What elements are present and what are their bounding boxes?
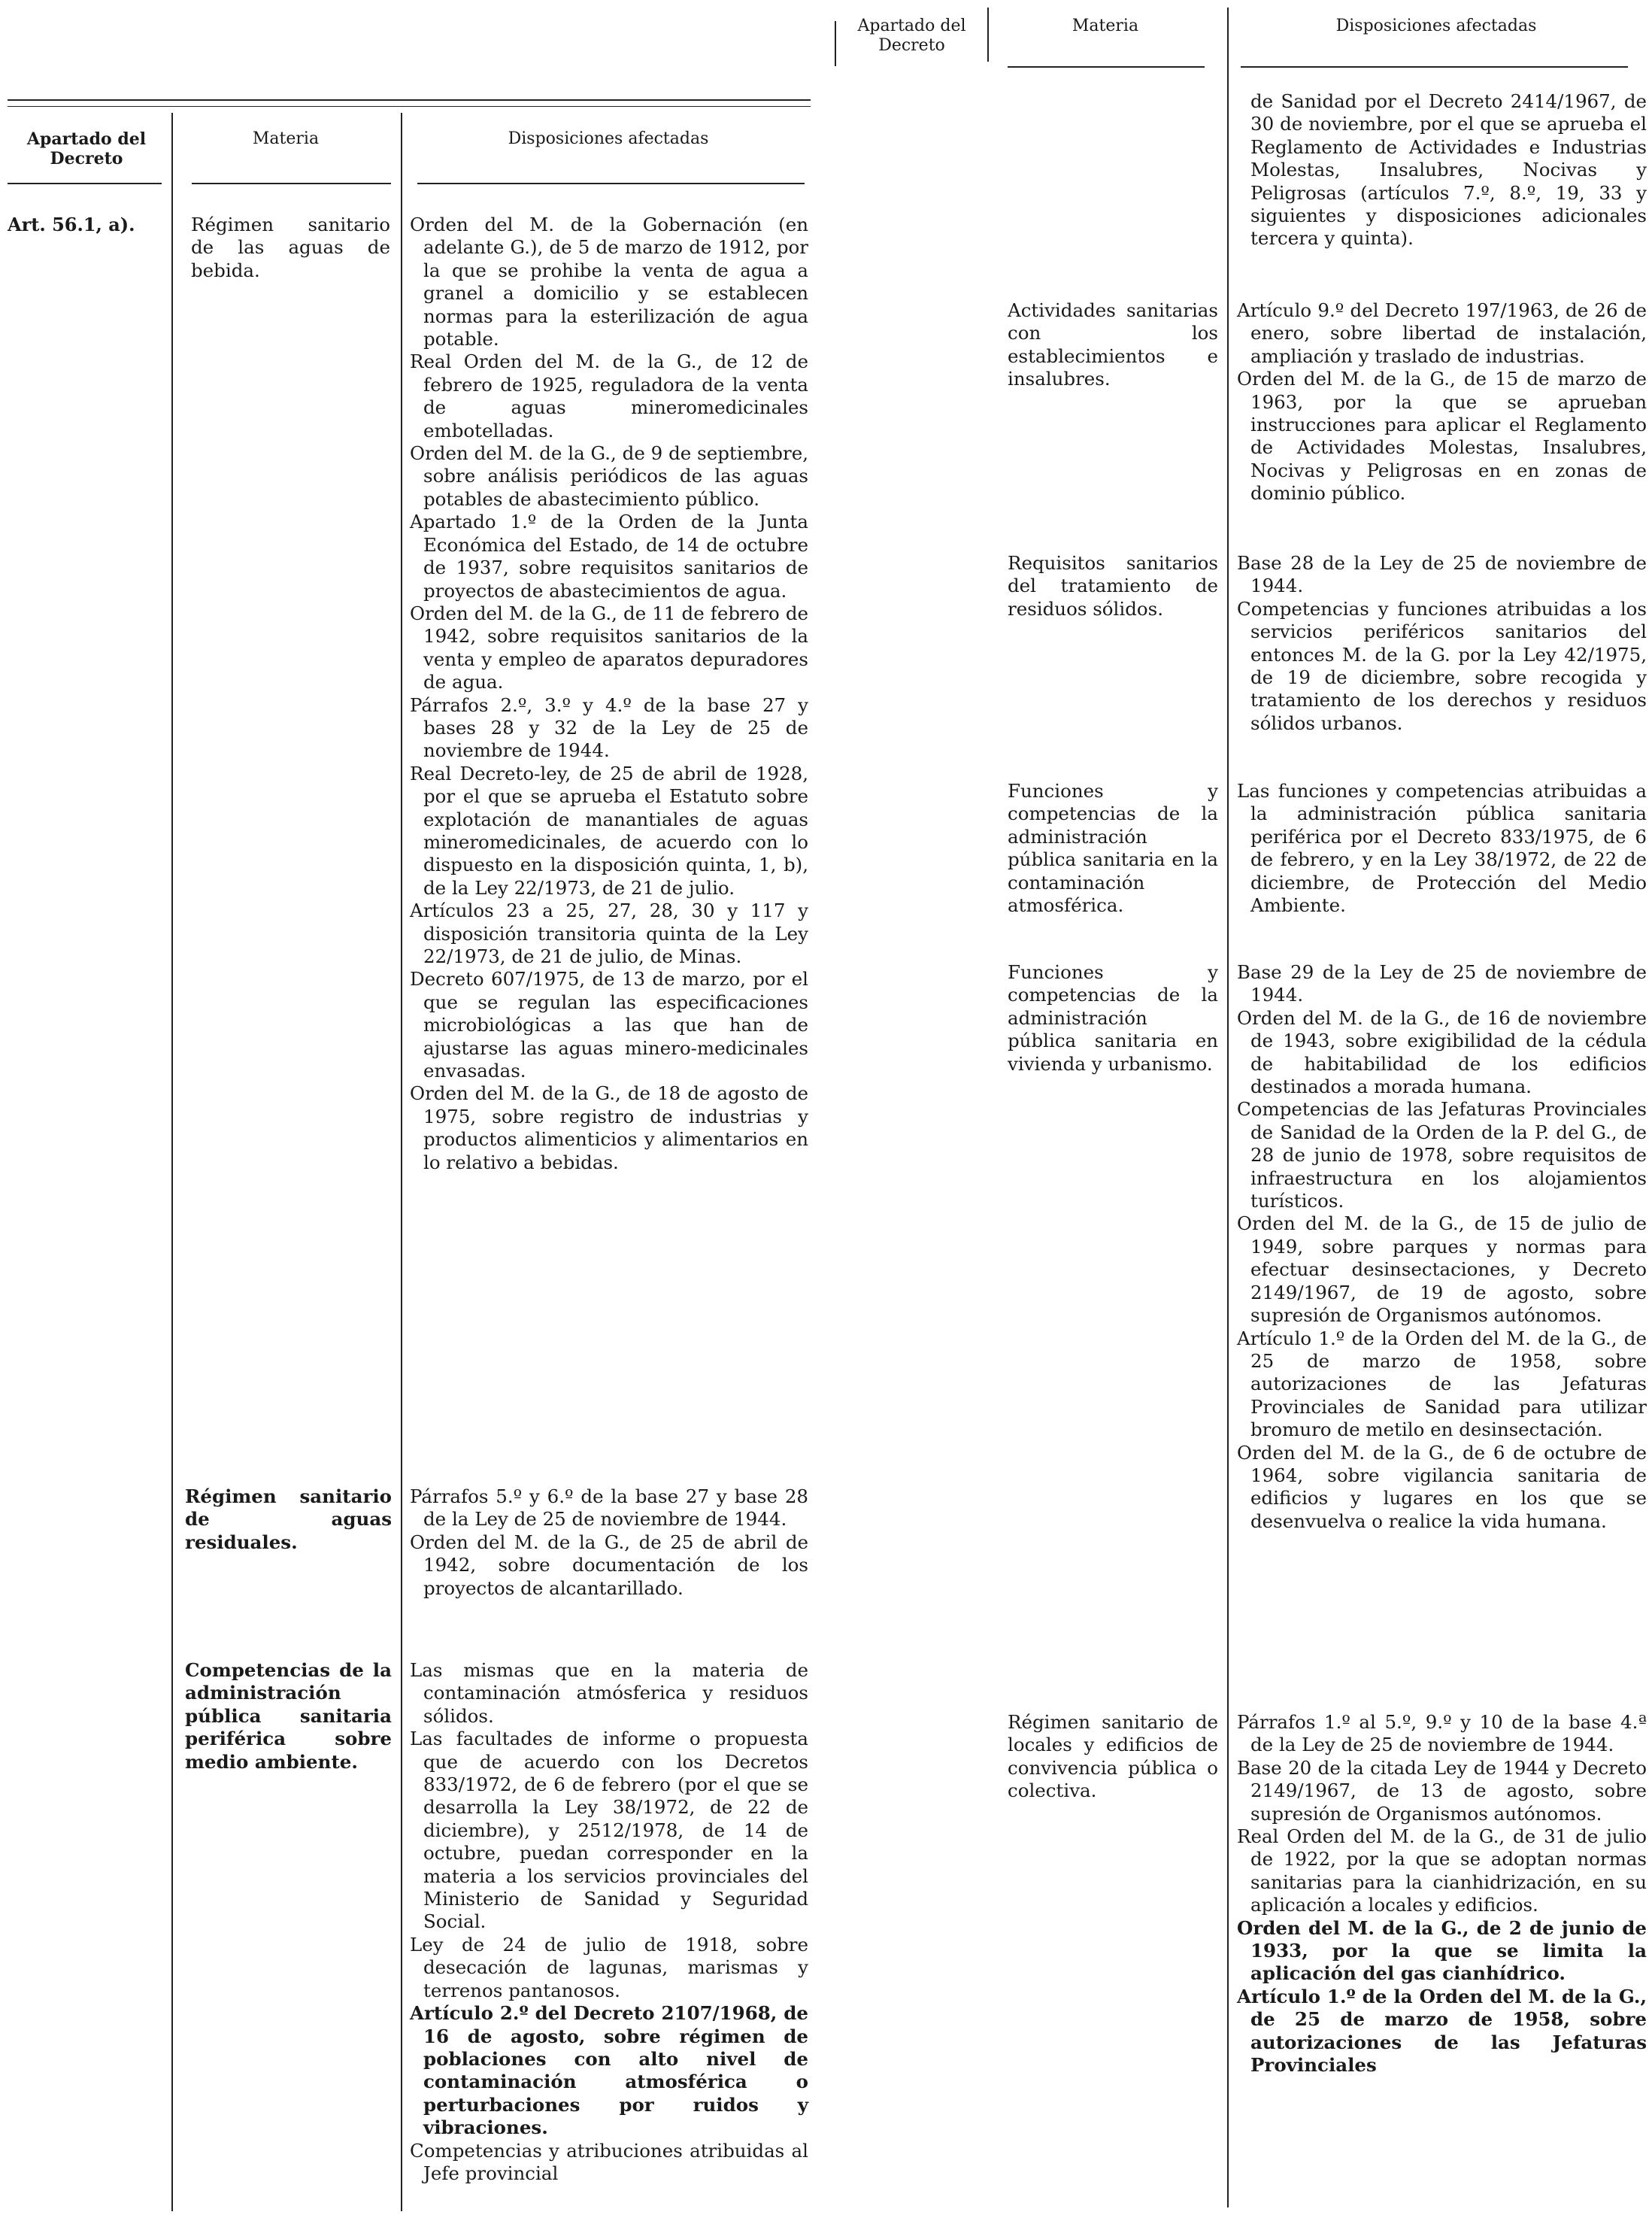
list-item: Artículo 2.º del Decreto 2107/1968, de 16 de agosto, sobre régimen de poblaciones con alto nivel de contaminación atmosférica o perturbaciones por ruidos y vibraciones. bbox=[410, 2002, 808, 2139]
materia-vivienda-urbanismo: Funciones y competencias de la administración pública sanitaria en vivienda y urbanismo. bbox=[1008, 961, 1218, 1075]
list-item: Artículo 1.º de la Orden del M. de la G., de 25 de marzo de 1958, sobre autorizaciones de las Jefaturas Provinciales de Sanidad para utilizar bromuro de metilo en desinsectación. bbox=[1237, 1327, 1647, 1441]
header-divider-1 bbox=[987, 8, 989, 62]
disposiciones-aguas-bebida bbox=[410, 214, 808, 1174]
header-under-rule-1 bbox=[8, 183, 162, 184]
list-item: Las mismas que en la materia de contaminación atmósferica y residuos sólidos. bbox=[410, 1659, 808, 1727]
list-item: Orden del M. de la G., de 6 de octubre de 1964, sobre vigilancia sanitaria de edificios y lugares en los que se desenvuelva o realice la vida humana. bbox=[1237, 1441, 1647, 1532]
article-reference: Art. 56.1, a). bbox=[8, 214, 135, 235]
list-item: Orden del M. de la G., de 15 de marzo de 1963, por la que se aprueban instrucciones para aplicar el Reglamento de Actividades Molestas, Insalubres, Nocivas y Peligrosas en en zonas de dominio público. bbox=[1237, 368, 1647, 505]
disposiciones-aguas-residuales bbox=[410, 1485, 808, 1600]
header-under-rule-3 bbox=[417, 183, 805, 184]
list-item: Las facultades de informe o propuesta que de acuerdo con los Decretos 833/1972, de 6 de febrero (por el que se desarrolla la Ley 38/1972, de 22 de diciembre), y 2512/1978, de 14 de octubre, puedan corresponder en la materia a los servicios provinciales del Ministerio de Sanidad y Seguridad Social. bbox=[410, 1728, 808, 1933]
list-item: Párrafos 5.º y 6.º de la base 27 y base 28 de la Ley de 25 de noviembre de 1944. bbox=[410, 1485, 808, 1531]
list-item: Párrafos 1.º al 5.º, 9.º y 10 de la base 4.ª de la Ley de 25 de noviembre de 1944. bbox=[1237, 1711, 1647, 1756]
column-divider-1 bbox=[171, 113, 173, 2211]
list-item: Orden del M. de la G., de 15 de julio de 1949, sobre parques y normas para efectuar desinsectaciones, y Decreto 2149/1967, de 19 de agosto, sobre supresión de Organismos autónomos. bbox=[1237, 1212, 1647, 1327]
list-item: Competencias y atribuciones atribuidas al Jefe provincial bbox=[410, 2139, 808, 2184]
column-divider-2 bbox=[401, 113, 402, 2211]
header-apartado: Apartado del Decreto bbox=[857, 17, 966, 55]
list-item: Orden del M. de la G., de 18 de agosto de 1975, sobre registro de industrias y productos alimenticios y alimentarios en lo relativo a bebidas. bbox=[410, 1082, 808, 1173]
header-under-rule-2 bbox=[192, 183, 391, 184]
materia-residuos-solidos: Requisitos sanitarios del tratamiento de residuos sólidos. bbox=[1008, 552, 1218, 620]
list-item: Competencias de las Jefaturas Provinciales de Sanidad de la Orden de la P. del G., de 28 de junio de 1978, sobre requisitos de infraestructura en los alojamientos turísticos. bbox=[1237, 1098, 1647, 1212]
disposiciones-competencias-medio-ambiente bbox=[410, 1659, 808, 2185]
disposiciones-vivienda-urbanismo bbox=[1237, 961, 1647, 1533]
right-column bbox=[835, 0, 1650, 2218]
header-materia: Materia bbox=[252, 129, 320, 148]
disposiciones-locales-convivencia bbox=[1237, 1711, 1647, 2077]
list-item: Apartado 1.º de la Orden de la Junta Económica del Estado, de 14 de octubre de 1937, sobre requisitos sanitarios de proyectos de abastecimientos de agua. bbox=[410, 511, 808, 602]
disposiciones-contaminacion-atmosferica bbox=[1237, 780, 1647, 917]
list-item: Real Orden del M. de la G., de 12 de febrero de 1925, reguladora de la venta de aguas mineromedicinales embotelladas. bbox=[410, 350, 808, 441]
list-item: Orden del M. de la G., de 2 de junio de 1933, por la que se limita la aplicación del gas cianhídrico. bbox=[1237, 1916, 1647, 1985]
header-top-rule-thin bbox=[8, 106, 811, 107]
materia-aguas-bebida: Régimen sanitario de las aguas de bebida. bbox=[191, 214, 390, 281]
header-under-rule-2 bbox=[1008, 66, 1205, 68]
header-under-rule-3 bbox=[1241, 66, 1628, 68]
materia-actividades-sanitarias: Actividades sanitarias con los establecimientos e insalubres. bbox=[1008, 299, 1218, 390]
list-item: Orden del M. de la Gobernación (en adelante G.), de 5 de marzo de 1912, por la que se prohibe la venta de agua a granel a domicilio y se establecen normas para la esterilización de agua potable. bbox=[410, 214, 808, 350]
list-item: Real Decreto-ley, de 25 de abril de 1928, por el que se aprueba el Estatuto sobre explotación de manantiales de aguas mineromedicinales, de acuerdo con lo dispuesto en la disposición quinta, 1, b), de la Ley 22/1973, de 21 de julio. bbox=[410, 762, 808, 899]
right-edge-mark bbox=[835, 21, 836, 66]
materia-contaminacion-atmosferica: Funciones y competencias de la administración pública sanitaria en la contaminación atmosférica. bbox=[1008, 780, 1218, 917]
left-column bbox=[8, 0, 811, 2218]
header-apartado: Apartado del Decreto bbox=[26, 129, 147, 168]
header-disposiciones: Disposiciones afectadas bbox=[1335, 17, 1537, 35]
list-item: Artículo 9.º del Decreto 197/1963, de 26 de enero, sobre libertad de instalación, ampliación y traslado de industrias. bbox=[1237, 299, 1647, 367]
list-item: Párrafos 2.º, 3.º y 4.º de la base 27 y bases 28 y 32 de la Ley de 25 de noviembre de 1944. bbox=[410, 693, 808, 762]
list-item: Artículo 1.º de la Orden del M. de la G., de 25 de marzo de 1958, sobre autorizaciones de las Jefaturas Provinciales bbox=[1237, 1985, 1647, 2077]
list-item: Las funciones y competencias atribuidas a la administración pública sanitaria periférica por el Decreto 833/1975, de 6 de febrero, y en la Ley 38/1972, de 22 de diciembre, de Protección del Medio Ambiente. bbox=[1237, 780, 1647, 917]
disposiciones-actividades-sanitarias bbox=[1237, 299, 1647, 505]
disposiciones-continuation: de Sanidad por el Decreto 2414/1967, de 30 de noviembre, por el que se aprueba el Reglamento de Actividades e Industrias Molestas, Insalubres, Nocivas y Peligrosas (artículos 7.º, 8.º, 19, 33 y siguientes y disposiciones adicionales tercera y quinta). bbox=[1250, 90, 1647, 250]
list-item: Decreto 607/1975, de 13 de marzo, por el que se regulan las especificaciones microbiológicas a las que han de ajustarse las aguas minero-medicinales envasadas. bbox=[410, 968, 808, 1082]
list-item: Base 28 de la Ley de 25 de noviembre de 1944. bbox=[1237, 552, 1647, 597]
list-item: Orden del M. de la G., de 11 de febrero de 1942, sobre requisitos sanitarios de la venta y empleo de aparatos depuradores de agua. bbox=[410, 602, 808, 693]
list-item: Base 20 de la citada Ley de 1944 y Decreto 2149/1967, de 13 de agosto, sobre supresión de Organismos autónomos. bbox=[1237, 1756, 1647, 1825]
header-disposiciones: Disposiciones afectadas bbox=[508, 129, 709, 148]
list-item: Orden del M. de la G., de 25 de abril de 1942, sobre documentación de los proyectos de alcantarillado. bbox=[410, 1531, 808, 1599]
materia-competencias-medio-ambiente: Competencias de la administración pública sanitaria periférica sobre medio ambiente. bbox=[185, 1659, 392, 1773]
list-item: Ley de 24 de julio de 1918, sobre desecación de lagunas, marismas y terrenos pantanosos. bbox=[410, 1933, 808, 2001]
list-item: Orden del M. de la G., de 9 de septiembre, sobre análisis periódicos de las aguas potables de abastecimiento público. bbox=[410, 442, 808, 510]
list-item: Orden del M. de la G., de 16 de noviembre de 1943, sobre exigibilidad de la cédula de habitabilidad de los edificios destinados a morada humana. bbox=[1237, 1006, 1647, 1098]
column-divider-2 bbox=[1227, 8, 1229, 2207]
materia-locales-convivencia: Régimen sanitario de locales y edificios de convivencia pública o colectiva. bbox=[1008, 1711, 1218, 1802]
list-item: Real Orden del M. de la G., de 31 de julio de 1922, por la que se adoptan normas sanitarias para la cianhidrización, en su aplicación a locales y edificios. bbox=[1237, 1825, 1647, 1916]
header-materia: Materia bbox=[1072, 17, 1139, 35]
list-item: Base 29 de la Ley de 25 de noviembre de 1944. bbox=[1237, 961, 1647, 1006]
list-item: Artículos 23 a 25, 27, 28, 30 y 117 y disposición transitoria quinta de la Ley 22/1973, de 21 de julio, de Minas. bbox=[410, 900, 808, 967]
disposiciones-residuos-solidos bbox=[1237, 552, 1647, 735]
header-top-rule bbox=[8, 99, 811, 101]
materia-aguas-residuales: Régimen sanitario de aguas residuales. bbox=[185, 1485, 392, 1553]
list-item: Competencias y funciones atribuidas a los servicios periféricos sanitarios del entonces M. de la G. por la Ley 42/1975, de 19 de diciembre, sobre recogida y tratamiento de los derechos y residuos sólidos urbanos. bbox=[1237, 597, 1647, 734]
